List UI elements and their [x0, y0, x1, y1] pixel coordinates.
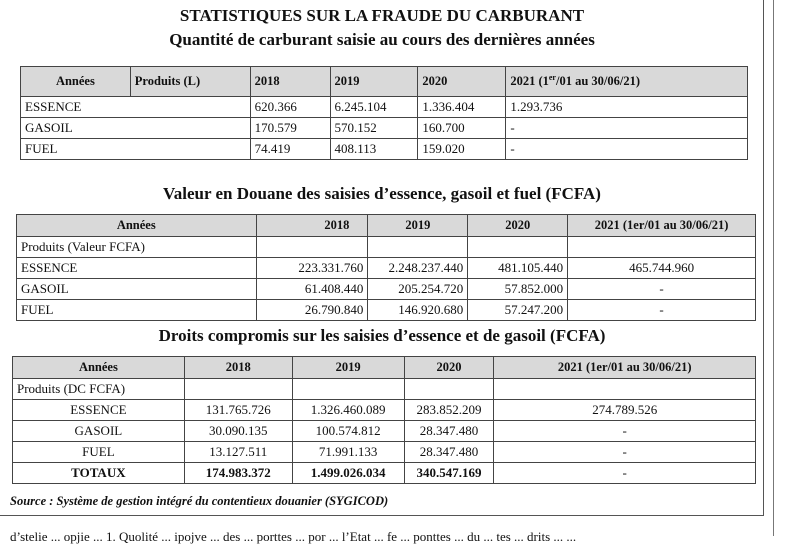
cell-2019: 570.152 [330, 118, 418, 139]
table-row [21, 97, 748, 118]
header-2020: 2020 [404, 357, 494, 379]
cell-2020: 481.105.440 [468, 258, 568, 279]
cell-2018: 74.419 [250, 139, 330, 160]
produits-label: Produits (DC FCFA) [13, 379, 185, 400]
header-produits: Produits (L) [130, 67, 250, 97]
totals-label: TOTAUX [13, 463, 185, 484]
table-row [17, 258, 756, 279]
cell-2020: 159.020 [418, 139, 506, 160]
table3-heading: Droits compromis sur les saisies d’essence et de gasoil (FCFA) [158, 326, 606, 345]
page-title: STATISTIQUES SUR LA FRAUDE DU CARBURANT [179, 6, 585, 25]
cell-2019: 205.254.720 [368, 279, 468, 300]
empty-cell [184, 379, 292, 400]
cell-2018: 61.408.440 [256, 279, 368, 300]
cell-2021: - [506, 139, 748, 160]
row-label: ESSENCE [17, 258, 257, 279]
cell-2021: 465.744.960 [568, 258, 756, 279]
header-annees: Années [17, 215, 257, 237]
cell-2021: - [568, 279, 756, 300]
table-row [17, 300, 756, 321]
cell-2019: 71.991.133 [292, 442, 404, 463]
header-annees: Années [21, 67, 131, 97]
cell-2020: 283.852.209 [404, 400, 494, 421]
row-label: ESSENCE [13, 400, 185, 421]
totals-row [13, 463, 756, 484]
cell-2021: 274.789.526 [494, 400, 756, 421]
cell-2020: 1.336.404 [418, 97, 506, 118]
cell-2019: 146.920.680 [368, 300, 468, 321]
table-row [13, 379, 756, 400]
empty-cell [568, 237, 756, 258]
source-note: Source : Système de gestion intégré du contentieux douanier (SYGICOD) [10, 494, 389, 508]
row-label: FUEL [21, 139, 251, 160]
header-2019: 2019 [368, 215, 468, 237]
header-2018: 2018 [256, 215, 368, 237]
header-2021 [506, 67, 748, 97]
header-2020: 2020 [468, 215, 568, 237]
table-row [21, 139, 748, 160]
cell-2018: 170.579 [250, 118, 330, 139]
table-row [13, 442, 756, 463]
row-label: GASOIL [17, 279, 257, 300]
cell-2021: 1.293.736 [506, 97, 748, 118]
duties-table [12, 356, 756, 484]
header-2018: 2018 [250, 67, 330, 97]
header-annees: Années [13, 357, 185, 379]
header-2020: 2020 [418, 67, 506, 97]
header-2019: 2019 [292, 357, 404, 379]
table1-heading: Quantité de carburant saisie au cours des dernières années [169, 30, 595, 49]
cell-2018: 26.790.840 [256, 300, 368, 321]
total-2020: 340.547.169 [404, 463, 494, 484]
empty-cell [368, 237, 468, 258]
table-header-row [13, 357, 756, 379]
cell-2019: 6.245.104 [330, 97, 418, 118]
table-header-row [21, 67, 748, 97]
empty-cell [494, 379, 756, 400]
header-2021: 2021 (1er/01 au 30/06/21) [568, 215, 756, 237]
cell-2021: - [568, 300, 756, 321]
total-2019: 1.499.026.034 [292, 463, 404, 484]
table-row [13, 421, 756, 442]
cell-2020: 57.247.200 [468, 300, 568, 321]
table2-heading: Valeur en Douane des saisies d’essence, gasoil et fuel (FCFA) [163, 184, 601, 203]
cell-2020: 160.700 [418, 118, 506, 139]
row-label: GASOIL [21, 118, 251, 139]
produits-label: Produits (Valeur FCFA) [17, 237, 257, 258]
row-label: ESSENCE [21, 97, 251, 118]
cell-2018: 620.366 [250, 97, 330, 118]
cell-2019: 2.248.237.440 [368, 258, 468, 279]
row-label: GASOIL [13, 421, 185, 442]
total-2018: 174.983.372 [184, 463, 292, 484]
empty-cell [256, 237, 368, 258]
cell-2018: 30.090.135 [184, 421, 292, 442]
cell-2019: 408.113 [330, 139, 418, 160]
column-rule [773, 0, 774, 536]
header-2021-part: /01 au 30/06/21) [555, 74, 641, 89]
empty-cell [468, 237, 568, 258]
header-2021-part: 2021 (1 [510, 74, 549, 89]
total-2021: - [494, 463, 756, 484]
header-2021: 2021 (1er/01 au 30/06/21) [494, 357, 756, 379]
cell-2021: - [494, 442, 756, 463]
cell-2021: - [494, 421, 756, 442]
cell-2019: 1.326.460.089 [292, 400, 404, 421]
quantity-table [20, 66, 748, 160]
customs-value-table [16, 214, 756, 321]
table-row [21, 118, 748, 139]
table-row [17, 237, 756, 258]
cut-off-paragraph: d’stelie ... opjie ... 1. Quolité ... ipojve ... des ... porttes ... por ... l’Etat ... fe ... ponttes ... du ... tes ... drits ... ... [10, 529, 577, 544]
row-label: FUEL [17, 300, 257, 321]
cell-2020: 28.347.480 [404, 442, 494, 463]
row-label: FUEL [13, 442, 185, 463]
header-2021-sup: er [548, 73, 556, 83]
header-2019: 2019 [330, 67, 418, 97]
cell-2018: 223.331.760 [256, 258, 368, 279]
table-row [13, 400, 756, 421]
header-2018: 2018 [184, 357, 292, 379]
cell-2020: 57.852.000 [468, 279, 568, 300]
cell-2018: 131.765.726 [184, 400, 292, 421]
table-row [17, 279, 756, 300]
empty-cell [292, 379, 404, 400]
table-header-row [17, 215, 756, 237]
cell-2021: - [506, 118, 748, 139]
empty-cell [404, 379, 494, 400]
cell-2018: 13.127.511 [184, 442, 292, 463]
cell-2019: 100.574.812 [292, 421, 404, 442]
cell-2020: 28.347.480 [404, 421, 494, 442]
